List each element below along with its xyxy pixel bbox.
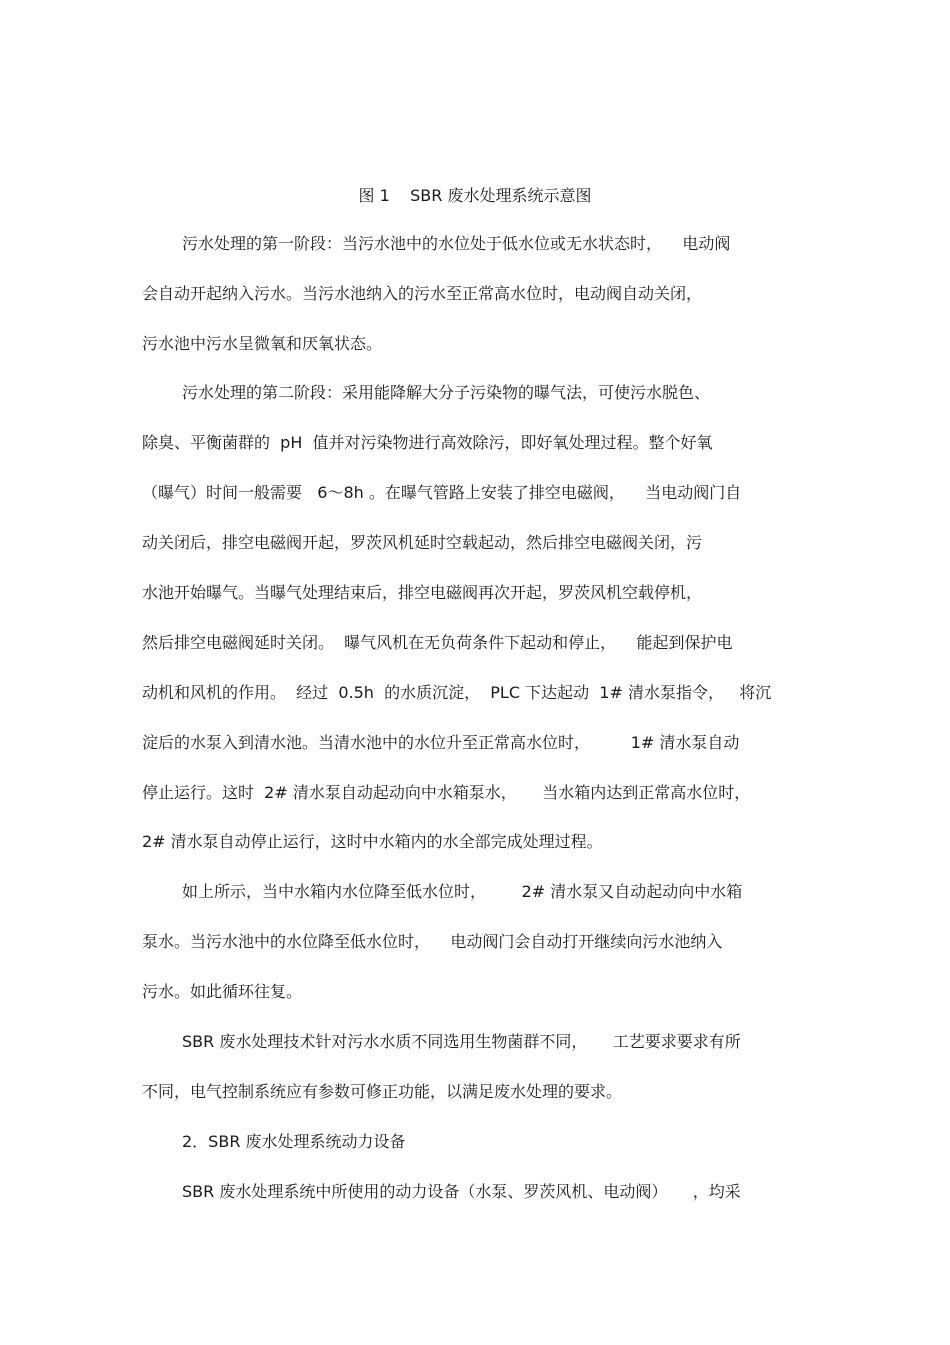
text-line: 动关闭后，排空电磁阀开起，罗茨风机延时空载起动，然后排空电磁阀关闭，污 bbox=[142, 533, 703, 552]
figure-caption: 图 1 SBR 废水处理系统示意图 bbox=[358, 186, 592, 205]
text-line: 污水处理的第二阶段：采用能降解大分子污染物的曝气法，可使污水脱色、 bbox=[182, 383, 711, 402]
text-line: 泵水。当污水池中的水位降至低水位时， 电动阀门会自动打开继续向污水池纳入 bbox=[142, 932, 723, 951]
text-line: 淀后的水泵入到清水池。当清水池中的水位升至正常高水位时， 1# 清水泵自动 bbox=[142, 733, 740, 752]
section-heading: 2．SBR 废水处理系统动力设备 bbox=[182, 1132, 406, 1151]
text-line: （曝气）时间一般需要 6～8h 。在曝气管路上安装了排空电磁阀， 当电动阀门自 bbox=[142, 483, 742, 502]
text-line: 如上所示，当中水箱内水位降至低水位时， 2# 清水泵又自动起动向中水箱 bbox=[182, 882, 743, 901]
text-line: 水池开始曝气。当曝气处理结束后，排空电磁阀再次开起，罗茨风机空载停机， bbox=[142, 583, 703, 602]
text-line: 污水。如此循环往复。 bbox=[142, 982, 303, 1001]
text-line: 污水池中污水呈微氧和厌氧状态。 bbox=[142, 334, 383, 353]
text-line: 然后排空电磁阀延时关闭。 曝气风机在无负荷条件下起动和停止， 能起到保护电 bbox=[142, 633, 733, 652]
text-line: 除臭、平衡菌群的 pH 值并对污染物进行高效除污，即好氧处理过程。整个好氧 bbox=[142, 433, 713, 452]
text-line: 不同，电气控制系统应有参数可修正功能，以满足废水处理的要求。 bbox=[142, 1082, 623, 1101]
text-line: 会自动开起纳入污水。当污水池纳入的污水至正常高水位时，电动阀自动关闭， bbox=[142, 284, 703, 303]
text-line: SBR 废水处理技术针对污水水质不同选用生物菌群不同， 工艺要求要求有所 bbox=[182, 1032, 741, 1051]
text-line: 动机和风机的作用。 经过 0.5h 的水质沉淀， PLC 下达起动 1# 清水泵指令， 将沉 bbox=[142, 683, 772, 702]
text-line: 污水处理的第一阶段：当污水池中的水位处于低水位或无水状态时， 电动阀 bbox=[182, 234, 731, 253]
text-line: 停止运行。这时 2# 清水泵自动起动向中水箱泵水， 当水箱内达到正常高水位时， bbox=[142, 783, 751, 802]
text-line: 2# 清水泵自动停止运行，这时中水箱内的水全部完成处理过程。 bbox=[142, 832, 603, 851]
text-line: SBR 废水处理系统中所使用的动力设备（水泵、罗茨风机、电动阀） ，均采 bbox=[182, 1182, 741, 1201]
